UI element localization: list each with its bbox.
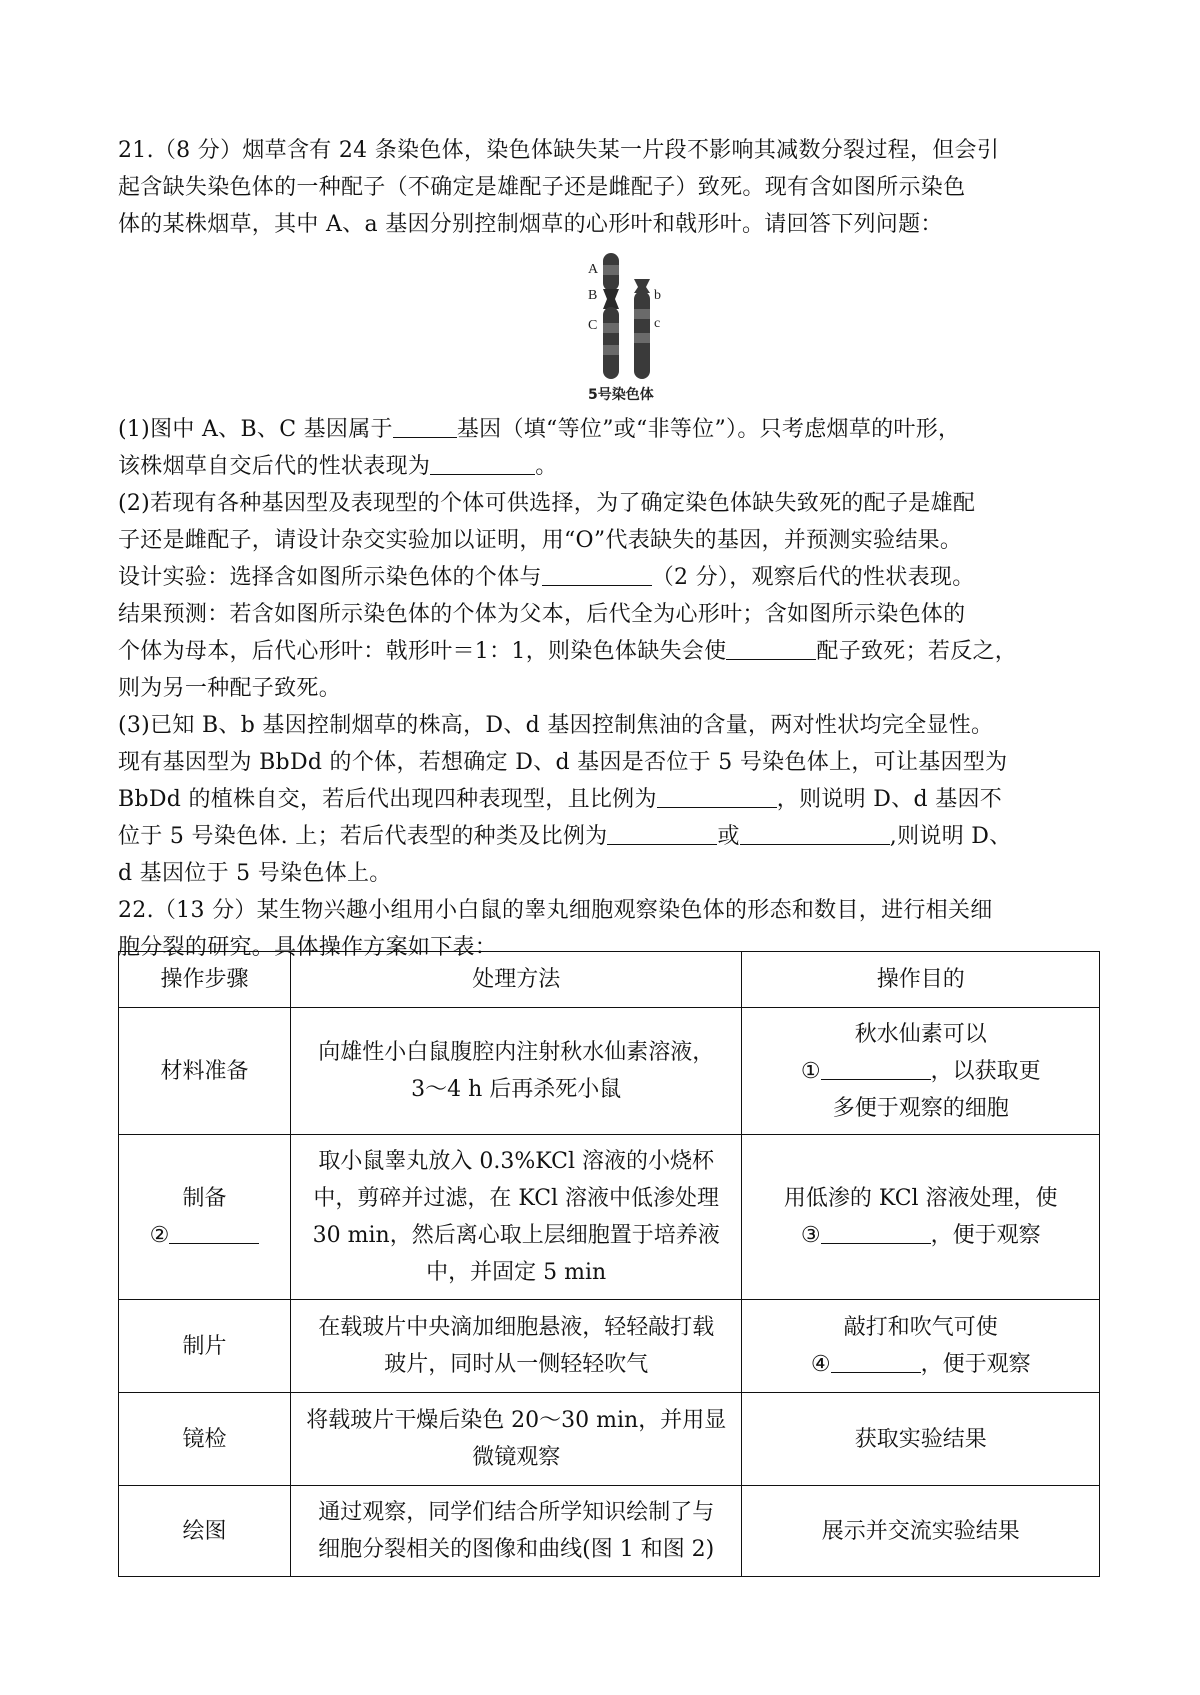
q21-part3-text-c: BbDd 的植株自交，若后代出现四种表现型，且比例为 [118, 787, 657, 812]
answer-blank-7[interactable] [740, 822, 890, 845]
method-text: 3～4 h 后再杀死小鼠 [411, 1077, 622, 1102]
purpose-line [748, 1217, 1093, 1254]
q21-part1-line-2 [118, 448, 1098, 485]
purpose-cell [742, 1393, 1100, 1486]
method-text: 微镜观察 [472, 1445, 561, 1470]
q21-part3-line-2: 现有基因型为 BbDd 的个体，若想确定 D、d 基因是否位于 5 号染色体上，可让基因型为 [118, 750, 1008, 775]
purpose-text: 多便于观察的细胞 [832, 1095, 1009, 1121]
q21-part3-text-f: 或 [717, 824, 740, 849]
q21-part2-line-5 [118, 633, 1098, 670]
step-text: 镜检 [182, 1426, 227, 1452]
purpose-text: 秋水仙素可以 [854, 1021, 987, 1047]
step-cell [119, 1486, 291, 1577]
table-blank-1[interactable] [821, 1057, 931, 1080]
table-row [119, 1393, 1100, 1486]
purpose-text: ，便于观察 [930, 1223, 1041, 1248]
purpose-text: ，以获取更 [930, 1058, 1041, 1084]
table-row [119, 1300, 1100, 1393]
method-text: 玻片，同时从一侧轻轻吹气 [384, 1352, 649, 1377]
purpose-text: ，便于观察 [920, 1352, 1031, 1377]
q21-part3-line-5: d 基因位于 5 号染色体上。 [118, 861, 392, 886]
figure-caption: 5号染色体 [588, 387, 654, 403]
purpose-text: 获取实验结果 [854, 1426, 987, 1452]
method-text: 中，剪碎并过滤，在 KCl 溶液中低渗处理 [313, 1186, 720, 1211]
header-method: 处理方法 [291, 952, 742, 1008]
purpose-text: 敲打和吹气可使 [843, 1315, 998, 1340]
table-header-row [119, 952, 1100, 1008]
label-B: B [588, 288, 598, 303]
method-text: 取小鼠睾丸放入 0.3%KCl 溶液的小烧杯 [318, 1149, 714, 1174]
method-text: 将载玻片干燥后染色 20～30 min，并用显 [306, 1408, 727, 1433]
purpose-cell [742, 1008, 1100, 1135]
method-cell [291, 1486, 742, 1577]
method-cell [291, 1300, 742, 1393]
label-C: C [588, 318, 598, 333]
table-row [119, 1486, 1100, 1577]
q21-part3-text-g: ,则说明 D、 [889, 824, 1012, 849]
method-text: 向雄性小白鼠腹腔内注射秋水仙素溶液， [318, 1040, 715, 1065]
step-cell [119, 1300, 291, 1393]
step-cell [119, 1135, 291, 1300]
answer-blank-4[interactable] [726, 637, 816, 660]
q21-part2-line-6: 则为另一种配子致死。 [118, 676, 342, 701]
q21-line-2: 起含缺失染色体的一种配子（不确定是雄配子还是雌配子）致死。现有含如图所示染色 [118, 175, 966, 200]
q21-part1-line-1 [118, 411, 1098, 448]
q21-part2-line-3 [118, 559, 1098, 596]
label-A: A [588, 262, 599, 277]
q22-line-2: 胞分裂的研究。具体操作方案如下表： [118, 935, 498, 960]
answer-blank-2[interactable] [430, 452, 535, 475]
purpose-text: 用低渗的 KCl 溶液处理，使 [783, 1186, 1058, 1211]
step-text: 材料准备 [160, 1058, 249, 1084]
step-cell [119, 1393, 291, 1486]
purpose-cell [742, 1300, 1100, 1393]
answer-blank-6[interactable] [607, 822, 717, 845]
header-purpose: 操作目的 [742, 952, 1100, 1008]
step-line [125, 1217, 284, 1254]
q21-part3-line-3 [118, 781, 1098, 818]
method-text: 细胞分裂相关的图像和曲线(图 1 和图 2) [318, 1537, 715, 1562]
q21-part3-text-d: ，则说明 D、d 基因不 [776, 787, 1003, 812]
blank-number-1: ① [800, 1058, 821, 1084]
q21-line-1: 21.（8 分）烟草含有 24 条染色体，染色体缺失某一片段不影响其减数分裂过程，但会引 [118, 138, 1000, 163]
purpose-line [748, 1053, 1093, 1090]
q21-part2-line-1: (2)若现有各种基因型及表现型的个体可供选择，为了确定染色体缺失致死的配子是雄配 [118, 491, 976, 516]
q21-line-3: 体的某株烟草，其中 A、a 基因分别控制烟草的心形叶和戟形叶。请回答下列问题： [118, 212, 943, 237]
label-c: c [654, 316, 661, 331]
q21-part3-line-1: (3)已知 B、b 基因控制烟草的株高，D、d 基因控制焦油的含量，两对性状均完全显性。 [118, 713, 994, 738]
method-cell [291, 1008, 742, 1135]
table-blank-4[interactable] [831, 1350, 921, 1373]
step-text: 制片 [182, 1333, 227, 1359]
operation-table [118, 951, 1100, 1577]
step-cell [119, 1008, 291, 1135]
method-text: 中，并固定 5 min [426, 1260, 607, 1285]
chromosome-left [603, 253, 619, 379]
table-row [119, 1135, 1100, 1300]
step-text: 制备 [182, 1186, 227, 1211]
chromosome-5-diagram [558, 249, 718, 409]
blank-number-2: ② [149, 1223, 170, 1248]
purpose-cell [742, 1135, 1100, 1300]
q21-part1-text-d: 。 [535, 454, 558, 479]
chromosome-right [634, 279, 650, 379]
blank-number-3: ③ [800, 1223, 821, 1248]
blank-number-4: ④ [810, 1352, 831, 1377]
answer-blank-3[interactable] [542, 563, 652, 586]
chromosome-figure [118, 249, 1098, 409]
method-cell [291, 1135, 742, 1300]
q21-part1-text-b: 基因（填“等位”或“非等位”）。只考虑烟草的叶形， [456, 417, 961, 442]
purpose-line [748, 1346, 1093, 1383]
table-row [119, 1008, 1100, 1135]
q21-part3-text-e: 位于 5 号染色体. 上；若后代表型的种类及比例为 [118, 824, 608, 849]
q21-part2-text-f: 个体为母本，后代心形叶：戟形叶＝1：1，则染色体缺失会使 [118, 639, 727, 664]
purpose-text: 展示并交流实验结果 [821, 1518, 1020, 1544]
q21-part2-text-c: 设计实验：选择含如图所示染色体的个体与 [118, 565, 542, 590]
answer-blank-5[interactable] [657, 785, 777, 808]
q21-part2-text-g: 配子致死；若反之， [816, 639, 1018, 664]
purpose-cell [742, 1486, 1100, 1577]
label-b: b [654, 288, 661, 303]
table-blank-2[interactable] [169, 1221, 259, 1244]
header-step: 操作步骤 [119, 952, 291, 1008]
q22-line-1: 22.（13 分）某生物兴趣小组用小白鼠的睾丸细胞观察染色体的形态和数目，进行相关细 [118, 898, 993, 923]
q21-part3-line-4 [118, 818, 1098, 855]
step-text: 绘图 [182, 1518, 227, 1544]
answer-blank-1[interactable] [393, 415, 457, 438]
method-text: 30 min，然后离心取上层细胞置于培养液 [312, 1223, 720, 1248]
table-blank-3[interactable] [821, 1221, 931, 1244]
method-cell [291, 1393, 742, 1486]
q21-part1-text-c: 该株烟草自交后代的性状表现为 [118, 454, 431, 479]
method-text: 在载玻片中央滴加细胞悬液，轻轻敲打载 [318, 1315, 715, 1340]
method-text: 通过观察，同学们结合所学知识绘制了与 [318, 1500, 715, 1525]
q21-part2-line-4: 结果预测：若含如图所示染色体的个体为父本，后代全为心形叶；含如图所示染色体的 [118, 602, 966, 627]
q21-part1-text-a: (1)图中 A、B、C 基因属于 [118, 417, 393, 442]
q21-part2-line-2: 子还是雌配子，请设计杂交实验加以证明，用“O”代表缺失的基因，并预测实验结果。 [118, 528, 963, 553]
question-page [118, 132, 1098, 1562]
q21-part2-text-d: （2 分），观察后代的性状表现。 [651, 565, 975, 590]
